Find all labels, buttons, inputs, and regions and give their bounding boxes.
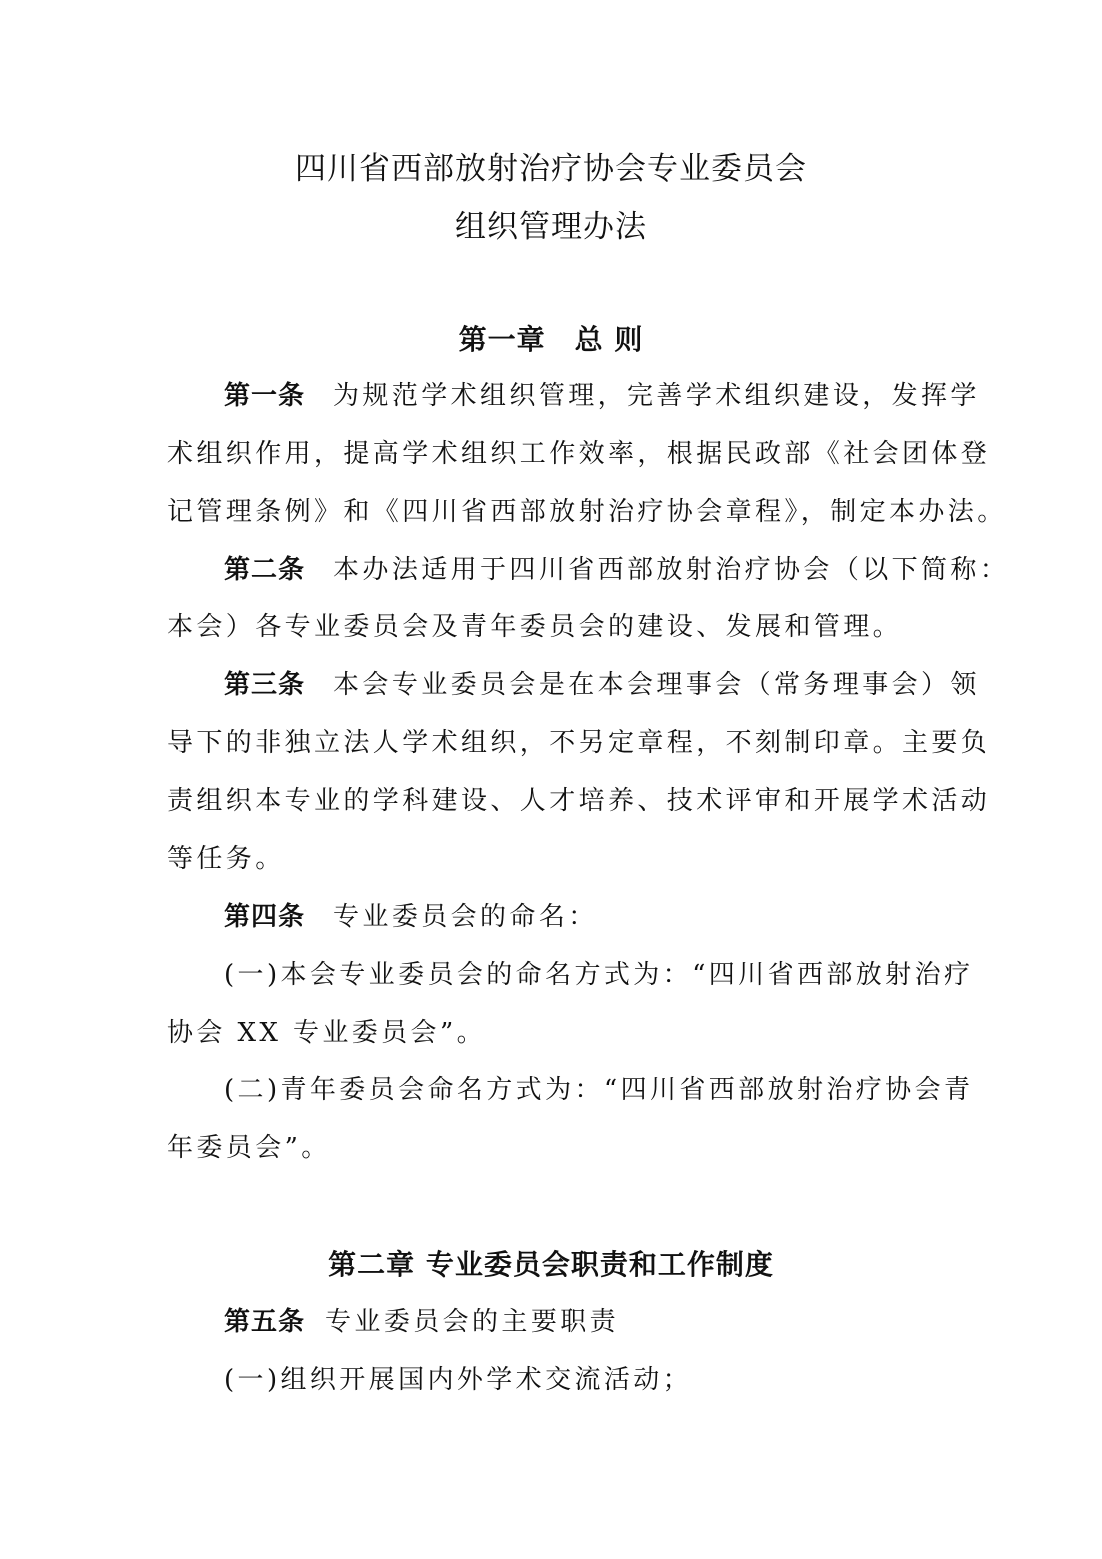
article-5-first-line	[224, 1301, 619, 1338]
chapter-one-heading: 第一章 总 则	[458, 323, 644, 356]
article-2-label: 第二条	[224, 555, 306, 585]
article-1-line-3: 记管理条例》和《四川省西部放射治疗协会章程》，制定本办法。	[167, 497, 1007, 527]
article-3-text: 本会专业委员会是在本会理事会（常务理事会）领	[333, 670, 980, 700]
article-1-label: 第一条	[224, 381, 306, 411]
document-title-line1: 四川省西部放射治疗协会专业委员会	[295, 151, 807, 187]
article-5-label: 第五条	[224, 1307, 306, 1337]
chapter-two-heading: 第二章 专业委员会职责和工作制度	[328, 1248, 774, 1281]
article-1-text: 为规范学术组织管理，完善学术组织建设，发挥学	[333, 381, 980, 411]
article-3-label: 第三条	[224, 670, 306, 700]
article-3-line-2: 导下的非独立法人学术组织，不另定章程，不刻制印章。主要负	[167, 728, 991, 758]
document-title-line2: 组织管理办法	[455, 209, 647, 245]
article-4-item-1-line-2: 协会 XX 专业委员会”。	[167, 1018, 487, 1048]
article-4-first-line	[224, 896, 598, 933]
article-4-text: 专业委员会的命名：	[333, 902, 598, 932]
article-2-first-line	[224, 549, 1009, 586]
article-4-item-1-line-1: (一)本会专业委员会的命名方式为：“四川省西部放射治疗	[224, 960, 974, 990]
article-4-item-2-line-2: 年委员会”。	[167, 1133, 331, 1163]
article-4-item-2-line-1: (二)青年委员会命名方式为：“四川省西部放射治疗协会青	[224, 1075, 974, 1105]
article-1-first-line	[224, 375, 980, 412]
article-2-text: 本办法适用于四川省西部放射治疗协会（以下简称：	[333, 555, 1010, 585]
article-5-text: 专业委员会的主要职责	[325, 1307, 620, 1337]
article-1-line-2: 术组织作用，提高学术组织工作效率，根据民政部《社会团体登	[167, 439, 991, 469]
article-4-label: 第四条	[224, 902, 306, 932]
article-2-line-2: 本会）各专业委员会及青年委员会的建设、发展和管理。	[167, 612, 903, 642]
article-3-line-4: 等任务。	[167, 844, 285, 874]
article-3-line-3: 责组织本专业的学科建设、人才培养、技术评审和开展学术活动	[167, 786, 991, 816]
article-3-first-line	[224, 664, 980, 701]
article-5-item-1: (一)组织开展国内外学术交流活动；	[224, 1365, 693, 1395]
